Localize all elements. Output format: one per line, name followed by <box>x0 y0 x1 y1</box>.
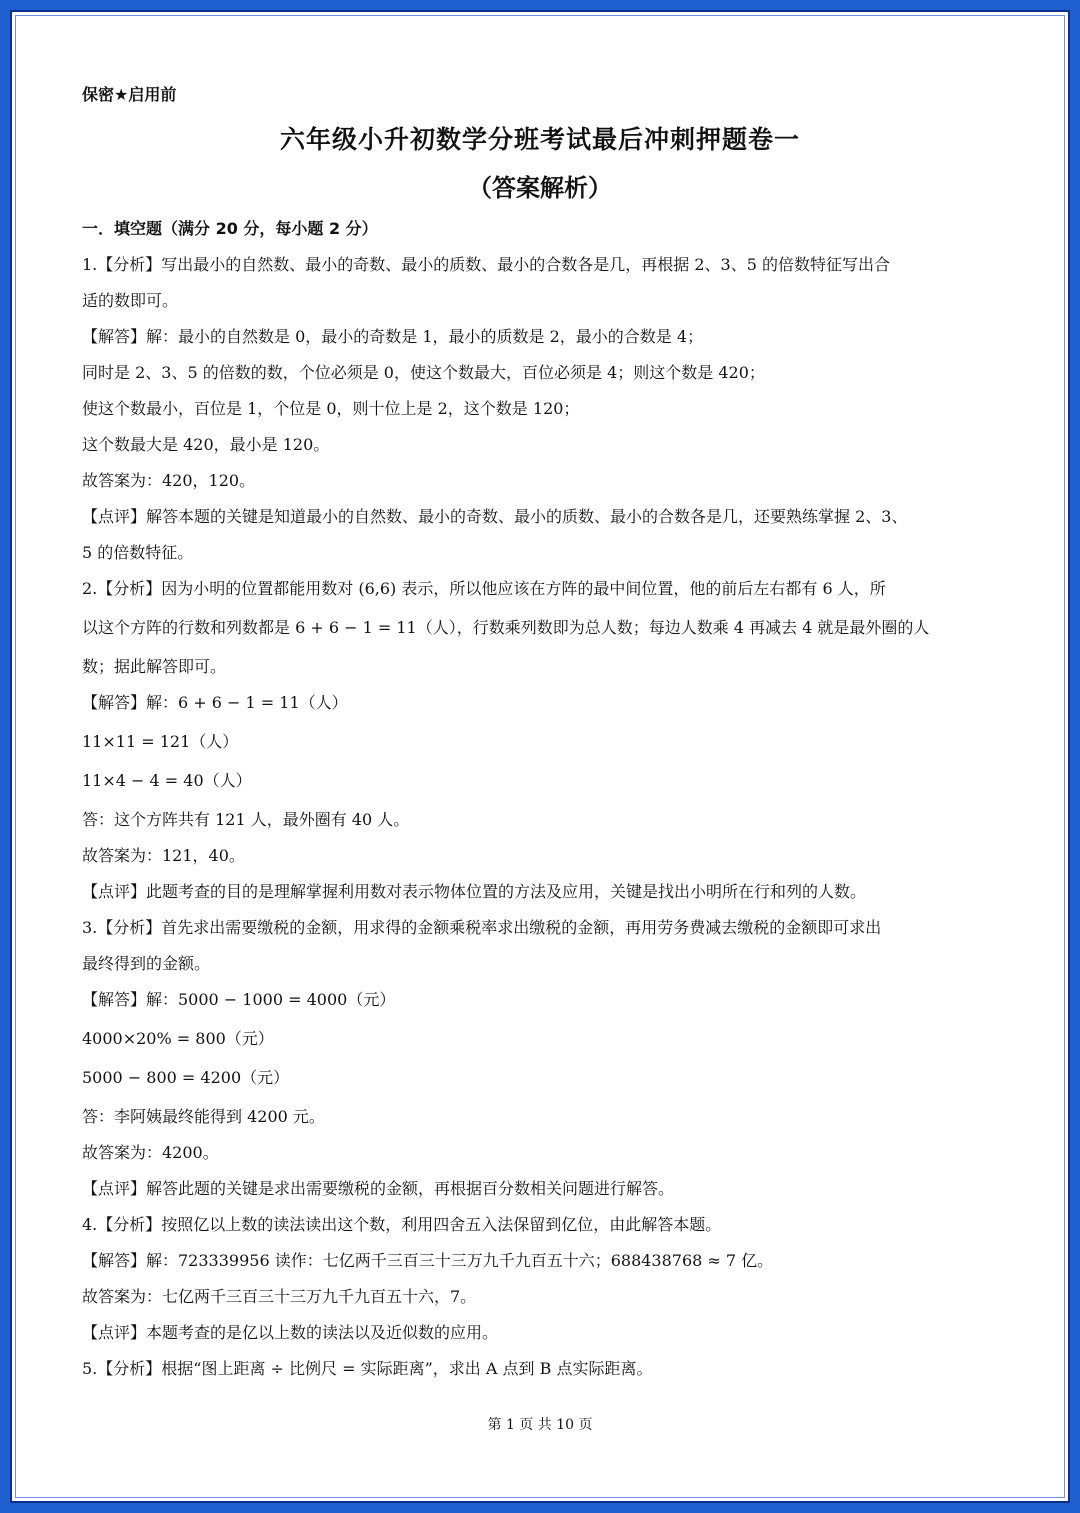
text-line: 故答案为：4200。 <box>82 1143 219 1162</box>
text-line: 答：这个方阵共有 121 人，最外圈有 40 人。 <box>82 810 410 829</box>
text-line: 这个数最大是 420，最小是 120。 <box>82 435 330 454</box>
text-line: 【解答】解：5000 − 1000 = 4000（元） <box>82 990 396 1009</box>
text-line: 适的数即可。 <box>82 291 179 310</box>
text-line: 【点评】解答本题的关键是知道最小的自然数、最小的奇数、最小的质数、最小的合数各是几，还要熟练掌握 2、3、 <box>82 507 908 526</box>
document-title: 六年级小升初数学分班考试最后冲刺押题卷一 <box>279 125 800 154</box>
text-line: 同时是 2、3、5 的倍数的数，个位必须是 0，使这个数最大，百位必须是 4；则这个数是 420； <box>82 363 765 382</box>
text-line: 11×11 = 121（人） <box>82 732 239 751</box>
text-line: 【解答】解：723339956 读作：七亿两千三百三十三万九千九百五十六；688438768 ≈ 7 亿。 <box>82 1251 774 1270</box>
text-line: 2.【分析】因为小明的位置都能用数对 (6,6) 表示，所以他应该在方阵的最中间位置，他的前后左右都有 6 人，所 <box>82 579 886 598</box>
document-subtitle: （答案解析） <box>468 174 612 202</box>
text-line: 以这个方阵的行数和列数都是 6 + 6 − 1 = 11（人），行数乘列数即为总人数；每边人数乘 4 再减去 4 就是最外圈的人 <box>82 618 930 637</box>
text-line: 【解答】解：最小的自然数是 0，最小的奇数是 1，最小的质数是 2，最小的合数是 4； <box>82 327 704 346</box>
text-line: 1.【分析】写出最小的自然数、最小的奇数、最小的质数、最小的合数各是几，再根据 2、3、5 的倍数特征写出合 <box>82 255 890 274</box>
answer-content <box>82 218 1012 1394</box>
text-line: 故答案为：121，40。 <box>82 846 245 865</box>
text-line: 【点评】此题考查的目的是理解掌握利用数对表示物体位置的方法及应用，关键是找出小明所在行和列的人数。 <box>82 882 867 901</box>
text-line: 4000×20% = 800（元） <box>82 1029 274 1048</box>
section-heading: 一．填空题（满分 20 分，每小题 2 分） <box>82 219 378 238</box>
text-line: 故答案为：七亿两千三百三十三万九千九百五十六，7。 <box>82 1287 477 1306</box>
text-line: 答：李阿姨最终能得到 4200 元。 <box>82 1107 325 1126</box>
document-page <box>10 10 1070 1503</box>
text-line: 4.【分析】按照亿以上数的读法读出这个数，利用四舍五入法保留到亿位，由此解答本题。 <box>82 1215 722 1234</box>
text-line: 5.【分析】根据“图上距离 ÷ 比例尺 = 实际距离”，求出 A 点到 B 点实际距离。 <box>82 1359 653 1378</box>
text-line: 【解答】解：6 + 6 − 1 = 11（人） <box>82 693 348 712</box>
text-line: 【点评】本题考查的是亿以上数的读法以及近似数的应用。 <box>82 1323 499 1342</box>
text-line: 5 的倍数特征。 <box>82 543 194 562</box>
text-line: 故答案为：420，120。 <box>82 471 256 490</box>
text-line: 11×4 − 4 = 40（人） <box>82 771 252 790</box>
page-footer: 第 1 页 共 10 页 <box>487 1417 593 1433</box>
text-line: 数；据此解答即可。 <box>82 657 227 676</box>
confidential-label: 保密★启用前 <box>82 85 177 104</box>
text-line: 【点评】解答此题的关键是求出需要缴税的金额，再根据百分数相关问题进行解答。 <box>82 1179 675 1198</box>
text-line: 3.【分析】首先求出需要缴税的金额，用求得的金额乘税率求出缴税的金额，再用劳务费减去缴税的金额即可求出 <box>82 918 882 937</box>
text-line: 5000 − 800 = 4200（元） <box>82 1068 290 1087</box>
text-line: 使这个数最小，百位是 1，个位是 0，则十位上是 2，这个数是 120； <box>82 399 580 418</box>
text-line: 最终得到的金额。 <box>82 954 211 973</box>
